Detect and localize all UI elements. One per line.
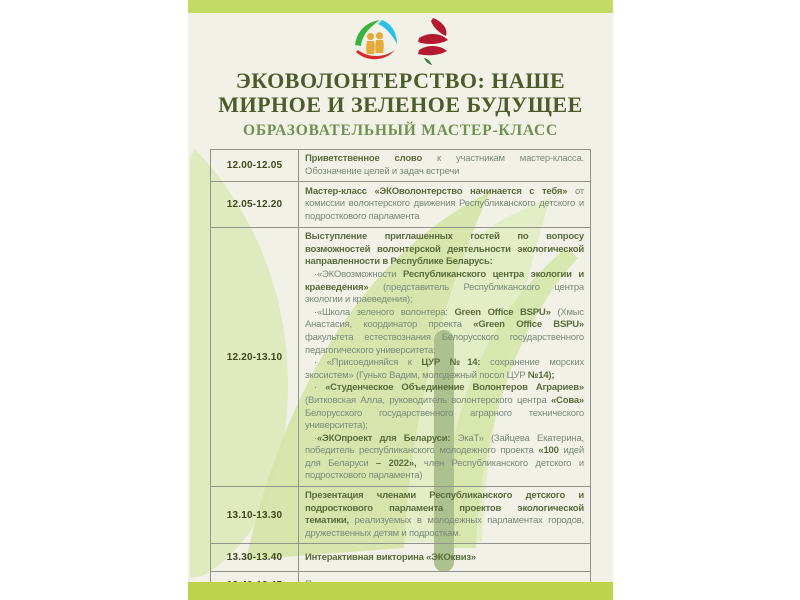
bold-text-run: Мастер-класс «ЭКОволонтерство начинается с тебя» bbox=[305, 185, 568, 197]
text-run: · «Присоединяйся к bbox=[314, 357, 422, 369]
table-row bbox=[211, 182, 591, 228]
text-run: член Республиканского детского и подросткового парламента) bbox=[305, 457, 584, 482]
description-cell bbox=[299, 228, 591, 487]
text-run: реализуемых в молодежных парламентах городов, дружественных детям и подросткам. bbox=[305, 515, 584, 539]
text-run: · bbox=[314, 382, 326, 394]
bold-text-run: «Green Office BSPU» bbox=[473, 319, 584, 331]
bold-text-run: ЦУР №14: bbox=[421, 357, 481, 369]
description-cell bbox=[299, 150, 591, 182]
bold-text-run: Презентация членами Республиканского детского и подросткового парламента проектов экологической тематики, bbox=[305, 490, 584, 527]
schedule-table bbox=[210, 149, 591, 599]
bold-text-run: «Студенческое Объединение Волонтеров Аграриев» bbox=[325, 382, 584, 394]
poster-subtitle: ОБРАЗОВАТЕЛЬНЫЙ МАСТЕР-КЛАСС bbox=[242, 122, 559, 139]
text-run: от комиссии волонтерского движения Республиканского детского и подросткового парламента bbox=[305, 185, 584, 222]
table-row bbox=[211, 544, 591, 572]
text-run: ·«Школа зеленого волонтера: bbox=[314, 306, 455, 318]
text-run: Белорусского государственного аграрного технического университета); bbox=[305, 407, 584, 432]
title-line-2: МИРНОЕ И ЗЕЛЕНОЕ БУДУЩЕЕ bbox=[218, 92, 583, 117]
bold-text-run: Интерактивная викторина «ЭКОквиз» bbox=[305, 551, 477, 563]
time-cell: 12.20-13.10 bbox=[211, 228, 299, 487]
bold-text-run: Выступление приглашенных гостей по вопросу возможностей волонтерской деятельности экологической направленности в Республике Беларусь: bbox=[305, 231, 584, 268]
bold-text-run: Приветственное слово bbox=[305, 153, 423, 164]
schedule-body bbox=[211, 150, 591, 599]
description-cell bbox=[299, 182, 591, 228]
text-run: ЭкаТ» (Зайцева Екатерина, победитель республиканского молодежного проекта bbox=[305, 432, 585, 457]
title-line-1: ЭКОВОЛОНТЕРСТВО: НАШЕ bbox=[235, 68, 566, 93]
time-cell: 12.00-12.05 bbox=[211, 150, 299, 182]
bottom-accent-bar bbox=[188, 582, 613, 600]
table-row bbox=[211, 150, 591, 182]
time-cell: 12.05-12.20 bbox=[211, 182, 299, 228]
text-run: идей для Беларуси bbox=[305, 445, 584, 469]
table-row bbox=[211, 487, 591, 544]
bold-text-run: №14); bbox=[527, 369, 555, 381]
top-accent-bar bbox=[188, 0, 613, 13]
bold-text-run: «Сова» bbox=[550, 394, 584, 406]
bold-text-run: «100 bbox=[538, 445, 559, 457]
bold-text-run: Республиканского центра экологии и краеведения» bbox=[305, 268, 584, 293]
text-run: факультета естествознания Белорусского государственного педагогического университета; bbox=[305, 331, 584, 356]
text-run: к участникам мастер-класса. Обозначение целей и задач встречи bbox=[305, 153, 584, 177]
bold-text-run: «ЭКОпроект для Беларуси: bbox=[316, 432, 451, 444]
description-cell bbox=[299, 544, 591, 572]
text-run: · bbox=[314, 432, 317, 444]
text-run: (Витковская Алла, руководитель волонтерского центра bbox=[305, 394, 551, 406]
text-run: сохранение морских экосистем» (Гунько Вадим, молодежный посол ЦУР bbox=[305, 357, 585, 381]
red-flower-logo bbox=[415, 16, 451, 66]
description-cell bbox=[299, 487, 591, 544]
bold-text-run: Green Office BSPU» bbox=[454, 306, 551, 318]
event-poster bbox=[188, 0, 613, 600]
text-run: ·«ЭКОвозможности bbox=[314, 268, 403, 280]
time-cell: 13.10-13.30 bbox=[211, 487, 299, 544]
time-cell: 13.30-13.40 bbox=[211, 544, 299, 572]
text-run: (Хмыс Анастасия, координатор проекта bbox=[305, 306, 584, 331]
children-circle-logo bbox=[351, 17, 399, 65]
table-row bbox=[211, 228, 591, 487]
text-run: (представитель Республиканского центра экологии и краеведения); bbox=[305, 281, 584, 306]
bold-text-run: – 2022», bbox=[375, 457, 417, 469]
poster-title bbox=[198, 69, 603, 117]
